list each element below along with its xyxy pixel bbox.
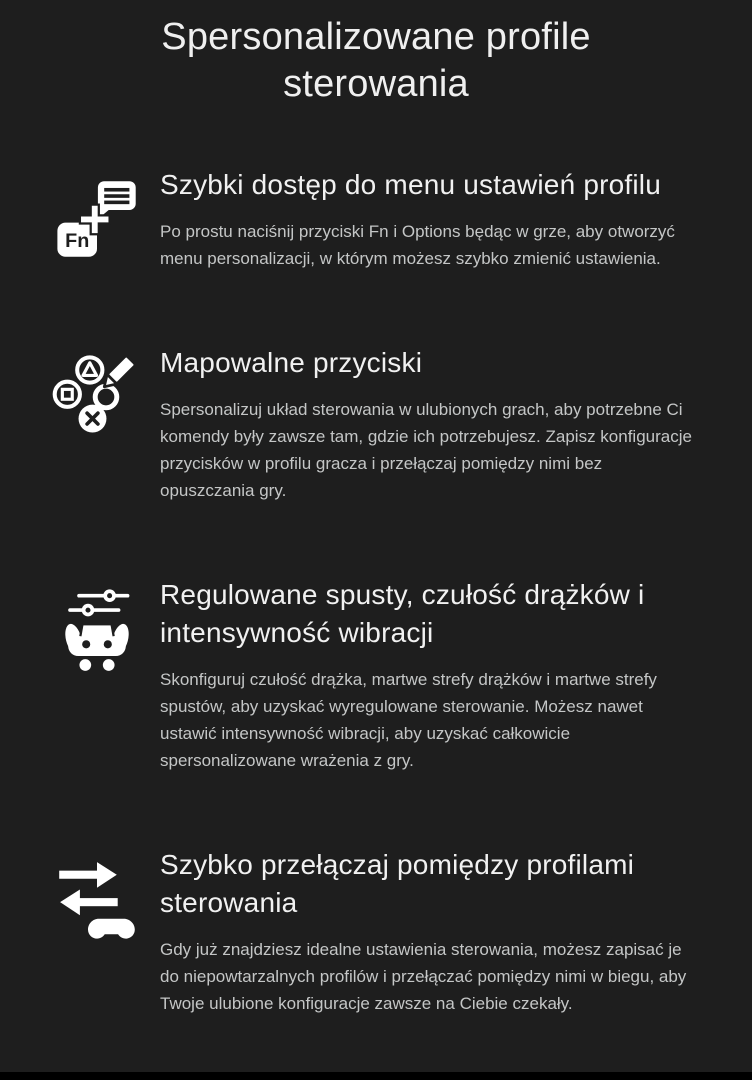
feature-mappable-buttons xyxy=(0,344,752,504)
feature-description: Po prostu naciśnij przyciski Fn i Options będąc w grze, aby otworzyć menu personalizacji, w którym możesz szybko zmienić ustawienia. xyxy=(160,222,675,268)
feature-adjustable-triggers xyxy=(0,576,752,774)
feature-content xyxy=(160,166,712,272)
page-title: Spersonalizowane profile sterowania xyxy=(161,16,591,105)
mappable-buttons-pencil-icon xyxy=(52,352,142,442)
feature-heading: Mapowalne przyciski xyxy=(160,347,423,378)
feature-heading: Szybki dostęp do menu ustawień profilu xyxy=(160,169,661,200)
feature-description: Gdy już znajdziesz idealne ustawienia sterowania, możesz zapisać je do niepowtarzalnych profilów i przełączać pomiędzy nimi w biegu, aby Twoje ulubione konfiguracje zawsze na Ciebie czekały. xyxy=(160,940,687,1013)
profile-switch-arrows-icon xyxy=(52,854,142,944)
feature-quick-access xyxy=(0,166,752,272)
feature-heading: Szybko przełączaj pomiędzy profilami sterowania xyxy=(160,849,635,918)
feature-icon-column xyxy=(52,344,160,442)
feature-heading: Regulowane spusty, czułość drążków i intensywność wibracji xyxy=(160,579,645,648)
feature-content xyxy=(160,576,712,774)
feature-list xyxy=(0,166,752,1017)
controller-sliders-icon xyxy=(52,584,142,674)
bottom-divider xyxy=(0,1072,752,1080)
feature-content xyxy=(160,344,712,504)
fn-key-label: Fn xyxy=(65,229,90,252)
feature-description: Skonfiguruj czułość drążka, martwe strefy drążków i martwe strefy spustów, aby uzyskać wyregulowane sterowanie. Możesz nawet ustawić intensywność wibracji, aby uzyskać całkowicie spersonalizowane wrażenia z gry. xyxy=(160,670,657,770)
feature-content xyxy=(160,846,712,1017)
fn-options-menu-icon xyxy=(52,174,142,264)
feature-description: Spersonalizuj układ sterowania w ulubionych grach, aby potrzebne Ci komendy były zawsze tam, gdzie ich potrzebujesz. Zapisz konfiguracje przycisków w profilu gracza i przełączaj pomiędzy nimi bez opuszczania gry. xyxy=(160,400,692,500)
feature-icon-column xyxy=(52,576,160,674)
feature-icon-column xyxy=(52,846,160,944)
feature-profile-switching xyxy=(0,846,752,1017)
feature-icon-column xyxy=(52,166,160,264)
